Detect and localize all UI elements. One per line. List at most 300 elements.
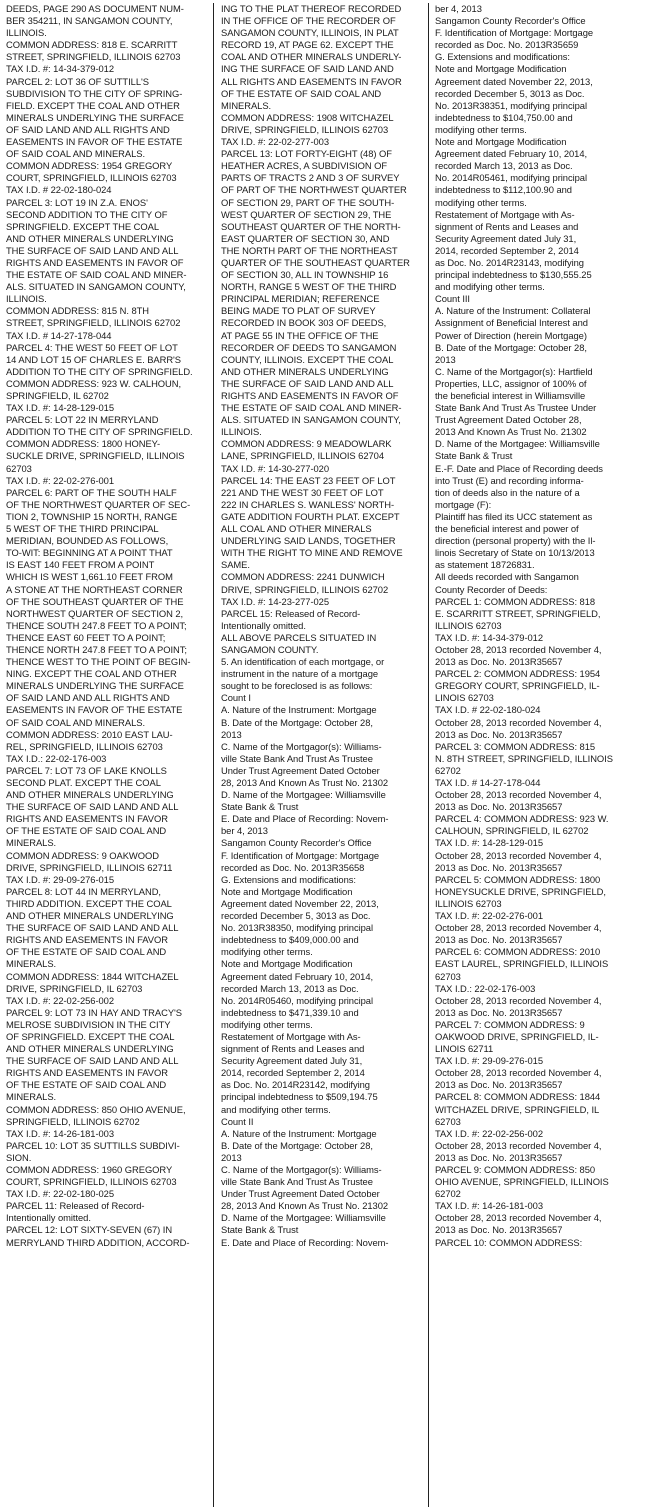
text-line: DRIVE, SPRINGFIELD, ILLINOIS 62703 xyxy=(221,123,389,135)
text-line: PARCEL 1: COMMON ADDRESS: 818 xyxy=(435,595,596,607)
text-line: NORTH, RANGE 5 WEST OF THE THIRD xyxy=(221,281,397,293)
text-line: 2013 xyxy=(435,353,456,365)
text-line: RECORD 19, AT PAGE 62. EXCEPT THE xyxy=(221,39,394,51)
text-line: A. Nature of the Instrument: Mortgage xyxy=(221,1127,377,1139)
text-line: HEATHER ACRES, A SUBDIVISION OF xyxy=(221,160,388,172)
text-column-1 xyxy=(0,3,213,1507)
text-line: instrument in the nature of a mortgage xyxy=(221,668,379,680)
text-line: RIGHTS AND EASEMENTS IN FAVOR xyxy=(6,813,168,825)
text-line: THENCE NORTH 247.8 FEET TO A POINT; xyxy=(6,643,187,655)
text-line: C. Name of the Mortgagor(s): Hartfield xyxy=(435,365,593,377)
text-line: Power of Direction (herein Mortgage) xyxy=(435,329,587,341)
text-line: LANE, SPRINGFIELD, ILLINOIS 62704 xyxy=(221,450,385,462)
text-line: ADDITION TO THE CITY OF SPRINGFIELD. xyxy=(6,426,193,438)
text-line: COUNTY, ILLINOIS. EXCEPT THE COAL xyxy=(221,353,394,365)
text-line: OF SAID LAND AND ALL RIGHTS AND xyxy=(6,123,170,135)
text-line: ILLINOIS 62703 xyxy=(435,619,502,631)
text-line: OF SECTION 30, ALL IN TOWNSHIP 16 xyxy=(221,269,389,281)
text-line: COMMON ADDRESS: 1960 GREGORY xyxy=(6,1164,173,1175)
text-line: DEEDS, PAGE 290 AS DOCUMENT NUM- xyxy=(6,3,184,14)
text-line: SUBDIVISION TO THE CITY OF SPRING- xyxy=(6,87,183,99)
text-line: OF SAID LAND AND ALL RIGHTS AND xyxy=(6,692,170,704)
text-line: THE ESTATE OF SAID COAL AND MINER- xyxy=(6,269,187,281)
text-line: TAX I.D. #: 14-28-129-015 xyxy=(6,402,115,414)
text-line: Agreement dated November 22, 2013, xyxy=(221,897,379,909)
text-line: ber 4, 2013 xyxy=(221,825,268,837)
text-line: QUARTER OF THE SOUTHEAST QUARTER xyxy=(221,256,410,268)
text-line: 62703 xyxy=(435,970,461,982)
text-line: GREGORY COURT, SPRINGFIELD, IL- xyxy=(435,680,600,692)
text-line: RIGHTS AND EASEMENTS IN FAVOR OF xyxy=(6,256,184,268)
text-line: E.-F. Date and Place of Recording deeds xyxy=(435,462,603,474)
text-line: State Bank & Trust xyxy=(221,801,299,813)
text-line: 2013 xyxy=(221,1151,242,1163)
text-line: TAX I.D. #: 14-26-181-003 xyxy=(6,1127,115,1139)
text-line: SUCKLE DRIVE, SPRINGFIELD, ILLINOIS xyxy=(6,450,185,462)
text-line: No. 2013R38351, modifying principal xyxy=(435,99,587,111)
text-line: ALL COAL AND OTHER MINERALS xyxy=(221,523,372,535)
text-line: AT PAGE 55 IN THE OFFICE OF THE xyxy=(221,329,379,341)
text-line: COMMON ADDRESS: 1844 WITCHAZEL xyxy=(6,970,179,982)
text-line: COMMON ADDRESS: 815 N. 8TH xyxy=(6,305,150,317)
text-line: COMMON ADDRESS: 923 W. CALHOUN, xyxy=(6,377,182,389)
text-line: 2013 as Doc. No. 2013R35657 xyxy=(435,656,563,668)
text-line: REL, SPRINGFIELD, ILLINOIS 62703 xyxy=(6,740,163,752)
text-line: TAX I.D. #: 22-02-276-001 xyxy=(6,474,115,486)
text-line: Intentionally omitted. xyxy=(221,619,306,631)
text-line: the beneficial interest in Williamsville xyxy=(435,390,586,401)
text-line: Agreement dated November 22, 2013, xyxy=(435,75,593,87)
text-line: BEING MADE TO PLAT OF SURVEY xyxy=(221,305,376,317)
text-line: E. Date and Place of Recording: Novem- xyxy=(221,1236,389,1248)
text-line: OF THE ESTATE OF SAID COAL AND xyxy=(6,825,167,837)
text-line: Note and Mortgage Modification xyxy=(221,958,353,970)
text-line: October 28, 2013 recorded November 4, xyxy=(435,643,602,655)
text-line: PARCEL 3: LOT 19 IN Z.A. ENOS' xyxy=(6,196,148,208)
text-line: LINOIS 62711 xyxy=(435,1043,494,1055)
text-line: PARCEL 9: LOT 73 IN HAY AND TRACY'S xyxy=(6,1006,182,1018)
text-line: C. Name of the Mortgagor(s): Williams- xyxy=(221,740,382,752)
text-line: MERIDIAN, BOUNDED AS FOLLOWS, xyxy=(6,535,169,547)
text-line: PARCEL 7: LOT 73 OF LAKE KNOLLS xyxy=(6,764,167,776)
text-line: RIGHTS AND EASEMENTS IN FAVOR xyxy=(6,1067,168,1079)
text-line: PARCEL 7: COMMON ADDRESS: 9 xyxy=(435,1018,585,1030)
text-line: indebtedness to $112,100.90 and xyxy=(435,184,572,196)
text-line: ALS. SITUATED IN SANGAMON COUNTY, xyxy=(221,414,401,426)
text-line: SECOND PLAT. EXCEPT THE COAL xyxy=(6,777,161,788)
text-line: 2013 xyxy=(221,728,242,740)
text-line: and modifying other terms. xyxy=(221,1103,331,1115)
text-line: 62703 xyxy=(435,1115,461,1127)
text-line: Count I xyxy=(221,692,251,704)
text-line: Sangamon County Recorder's Office xyxy=(221,837,372,849)
text-line: CALHOUN, SPRINGFIELD, IL 62702 xyxy=(435,825,589,837)
text-line: THE SURFACE OF SAID LAND AND ALL xyxy=(6,244,179,256)
text-line: linois Secretary of State on 10/13/2013 xyxy=(435,547,595,559)
text-line: Security Agreement dated July 31, xyxy=(435,232,577,244)
text-line: TAX I.D. #: 22-02-180-025 xyxy=(6,1188,115,1200)
text-line: B. Date of the Mortgage: October 28, xyxy=(435,341,587,353)
text-line: THE SURFACE OF SAID LAND AND ALL xyxy=(6,801,179,813)
text-line: GATE ADDITION FOURTH PLAT. EXCEPT xyxy=(221,510,400,522)
text-line: as Doc. No. 2014R23143, modifying xyxy=(435,256,584,268)
text-line: PARCEL 12: LOT SIXTY-SEVEN (67) IN xyxy=(6,1224,173,1236)
text-line: EASEMENTS IN FAVOR OF THE ESTATE xyxy=(6,704,183,716)
text-line: TION 2, TOWNSHIP 15 NORTH, RANGE xyxy=(6,510,178,522)
text-line: LINOIS 62703 xyxy=(435,692,494,704)
text-line: OF SAID COAL AND MINERALS. xyxy=(6,716,146,728)
text-line: PARCEL 4: THE WEST 50 FEET OF LOT xyxy=(6,341,178,353)
text-line: signment of Rents and Leases and xyxy=(435,220,579,232)
text-line: MINERALS. xyxy=(221,99,272,111)
text-line: recorded as Doc. No. 2013R35659 xyxy=(435,39,579,51)
text-line: SION. xyxy=(6,1151,32,1163)
text-line: sought to be foreclosed is as follows: xyxy=(221,680,373,692)
text-line: OF THE SOUTHEAST QUARTER OF THE xyxy=(6,595,184,607)
text-line: OF THE ESTATE OF SAID COAL AND xyxy=(221,87,382,99)
text-line: TAX I.D. #: 22-02-276-001 xyxy=(435,910,544,922)
text-line: PARCEL 11: Released of Record- xyxy=(6,1200,145,1212)
text-line: 2014, recorded September 2, 2014 xyxy=(221,1067,365,1079)
text-line: modifying other terms. xyxy=(435,196,527,208)
text-line: recorded December 5, 3013 as Doc. xyxy=(435,87,585,99)
text-line: 221 AND THE WEST 30 FEET OF LOT xyxy=(221,486,384,498)
text-line: TAX I.D. # 22-02-180-024 xyxy=(435,704,541,716)
text-line: THE SURFACE OF SAID LAND AND ALL xyxy=(221,377,394,389)
text-column-3 xyxy=(428,3,649,1507)
text-line: 2013 as Doc. No. 2013R35657 xyxy=(435,801,563,813)
text-line: MINERALS. xyxy=(6,837,57,849)
text-line: ILLINOIS. xyxy=(6,293,47,305)
text-line: MERRYLAND THIRD ADDITION, ACCORD- xyxy=(6,1236,190,1248)
text-line: WITCHAZEL DRIVE, SPRINGFIELD, IL xyxy=(435,1103,600,1115)
text-line: Restatement of Mortgage with As- xyxy=(435,208,575,220)
text-line: 5. An identification of each mortgage, or xyxy=(221,656,385,668)
text-line: as statement 18726831. xyxy=(435,559,535,571)
text-line: Restatement of Mortgage with As- xyxy=(221,1030,361,1042)
text-line: D. Name of the Mortgagee: Williamsville xyxy=(435,438,600,450)
text-line: COMMON ADDRESS: 9 MEADOWLARK xyxy=(221,438,392,450)
text-line: THENCE WEST TO THE POINT OF BEGIN- xyxy=(6,656,191,668)
text-line: RIGHTS AND EASEMENTS IN FAVOR xyxy=(6,934,168,946)
text-line: A. Nature of the Instrument: Mortgage xyxy=(221,704,377,716)
text-line: October 28, 2013 recorded November 4, xyxy=(435,1067,602,1079)
text-line: Sangamon County Recorder's Office xyxy=(435,15,586,27)
text-line: Agreement dated February 10, 2014, xyxy=(221,970,374,982)
text-line: THE NORTH PART OF THE NORTHEAST xyxy=(221,244,398,256)
text-line: Count II xyxy=(221,1115,254,1127)
text-line: 2013 as Doc. No. 2013R35657 xyxy=(435,934,563,946)
text-line: TAX I.D. #: 22-02-256-002 xyxy=(435,1127,544,1139)
text-line: October 28, 2013 recorded November 4, xyxy=(435,1212,602,1224)
text-line: DRIVE, SPRINGFIELD, IL 62703 xyxy=(6,982,143,994)
text-line: indebtedness to $471,339.10 and xyxy=(221,1006,359,1018)
text-line: OF SAID COAL AND MINERALS. xyxy=(6,148,146,160)
text-line: Under Trust Agreement Dated October xyxy=(221,1188,380,1200)
text-line: 2013 as Doc. No. 2013R35657 xyxy=(435,1079,563,1091)
text-line: F. Identification of Mortgage: Mortgage xyxy=(221,849,380,861)
text-line: AND OTHER MINERALS UNDERLYING xyxy=(221,365,389,377)
text-line: F. Identification of Mortgage: Mortgage xyxy=(435,27,594,39)
text-line: STREET, SPRINGFIELD, ILLINOIS 62702 xyxy=(6,317,181,329)
text-line: Under Trust Agreement Dated October xyxy=(221,764,380,776)
text-line: All deeds recorded with Sangamon xyxy=(435,571,579,583)
text-line: RECORDED IN BOOK 303 OF DEEDS, xyxy=(221,317,387,329)
text-line: signment of Rents and Leases and xyxy=(221,1043,365,1055)
text-line: TAX I.D. #: 14-26-181-003 xyxy=(435,1200,544,1212)
text-line: County Recorder of Deeds: xyxy=(435,583,548,595)
text-line: ING THE SURFACE OF SAID LAND AND xyxy=(221,63,394,75)
text-line: SAME. xyxy=(221,559,250,571)
text-line: 5 WEST OF THE THIRD PRINCIPAL xyxy=(6,523,159,535)
text-line: TAX I.D. #: 22-02-256-002 xyxy=(6,994,115,1006)
text-line: 2014, recorded September 2, 2014 xyxy=(435,244,579,256)
text-line: Agreement dated February 10, 2014, xyxy=(435,148,588,160)
text-line: PARTS OF TRACTS 2 AND 3 OF SURVEY xyxy=(221,172,400,184)
text-line: COMMON ADDRESS: 1954 GREGORY xyxy=(6,160,173,172)
text-line: 2013 as Doc. No. 2013R35657 xyxy=(435,1151,563,1163)
text-line: into Trust (E) and recording informa- xyxy=(435,474,584,486)
text-line: Count III xyxy=(435,293,470,305)
text-line: PARCEL 4: COMMON ADDRESS: 923 W. xyxy=(435,813,609,825)
text-line: MINERALS UNDERLYING THE SURFACE xyxy=(6,111,184,123)
text-line: TAX I.D.: 22-02-176-003 xyxy=(6,752,107,764)
text-line: COMMON ADDRESS: 2010 EAST LAU- xyxy=(6,728,173,740)
text-line: PARCEL 10: COMMON ADDRESS: xyxy=(435,1236,583,1248)
text-line: 2013 as Doc. No. 2013R35657 xyxy=(435,861,563,873)
text-line: THIRD ADDITION. EXCEPT THE COAL xyxy=(6,897,172,909)
text-line: DRIVE, SPRINGFIELD, ILLINOIS 62711 xyxy=(6,861,173,873)
text-line: OF THE ESTATE OF SAID COAL AND xyxy=(6,1079,167,1091)
text-line: AND OTHER MINERALS UNDERLYING xyxy=(6,910,174,922)
text-line: G. Extensions and modifications: xyxy=(435,51,570,63)
text-line: 14 AND LOT 15 OF CHARLES E. BARR'S xyxy=(6,353,181,365)
text-line: THE SURFACE OF SAID LAND AND ALL xyxy=(6,922,179,934)
text-line: Properties, LLC, assignor of 100% of xyxy=(435,377,587,389)
text-line: Note and Mortgage Modification xyxy=(221,885,353,897)
text-line: the beneficial interest and power of xyxy=(435,523,579,535)
text-line: BER 354211, IN SANGAMON COUNTY, xyxy=(6,15,173,27)
text-line: COURT, SPRINGFIELD, ILLINOIS 62703 xyxy=(6,172,177,184)
text-line: State Bank & Trust xyxy=(435,450,513,462)
text-line: THE ESTATE OF SAID COAL AND MINER- xyxy=(221,402,402,414)
text-line: ILLINOIS. xyxy=(221,426,262,438)
text-line: HONEYSUCKLE DRIVE, SPRINGFIELD, xyxy=(435,885,606,897)
text-line: PRINCIPAL MERIDIAN; REFERENCE xyxy=(221,293,380,305)
text-line: PARCEL 6: PART OF THE SOUTH HALF xyxy=(6,486,177,498)
text-line: Trust Agreement Dated October 28, xyxy=(435,414,582,426)
text-line: 62702 xyxy=(435,764,461,776)
text-line: PARCEL 2: LOT 36 OF SUTTILL'S xyxy=(6,75,149,87)
text-line: as Doc. No. 2014R23142, modifying xyxy=(221,1079,370,1091)
text-line: ALL RIGHTS AND EASEMENTS IN FAVOR xyxy=(221,75,402,87)
text-line: ber 4, 2013 xyxy=(435,3,482,14)
text-line: October 28, 2013 recorded November 4, xyxy=(435,1139,602,1151)
text-line: PARCEL 2: COMMON ADDRESS: 1954 xyxy=(435,668,601,680)
text-line: Plaintiff has filed its UCC statement as xyxy=(435,510,593,522)
text-line: PARCEL 3: COMMON ADDRESS: 815 xyxy=(435,740,596,752)
text-line: G. Extensions and modifications: xyxy=(221,873,356,885)
text-line: No. 2013R38350, modifying principal xyxy=(221,922,373,934)
text-line: No. 2014R05461, modifying principal xyxy=(435,172,587,184)
text-line: STREET, SPRINGFIELD, ILLINOIS 62703 xyxy=(6,51,181,63)
text-line: DRIVE, SPRINGFIELD, ILLINOIS 62702 xyxy=(221,583,389,595)
text-line: E. SCARRITT STREET, SPRINGFIELD, xyxy=(435,607,601,619)
text-line: modifying other terms. xyxy=(435,123,527,135)
text-line: TAX I.D. #: 14-34-379-012 xyxy=(435,631,544,643)
text-line: COURT, SPRINGFIELD, ILLINOIS 62703 xyxy=(6,1176,177,1188)
text-line: ville State Bank And Trust As Trustee xyxy=(221,1176,373,1188)
text-line: 28, 2013 And Known As Trust No. 21302 xyxy=(221,1200,389,1212)
text-line: ADDITION TO THE CITY OF SPRINGFIELD. xyxy=(6,365,193,377)
text-line: PARCEL 9: COMMON ADDRESS: 850 xyxy=(435,1164,596,1175)
text-line: TAX I.D. # 14-27-178-044 xyxy=(435,777,541,788)
text-line: PARCEL 8: COMMON ADDRESS: 1844 xyxy=(435,1091,601,1103)
text-line: Intentionally omitted. xyxy=(6,1212,91,1224)
text-line: SPRINGFIELD. EXCEPT THE COAL xyxy=(6,220,159,232)
text-line: SANGAMON COUNTY. xyxy=(221,643,319,655)
text-line: NING. EXCEPT THE COAL AND OTHER xyxy=(6,668,177,680)
text-line: E. Date and Place of Recording: Novem- xyxy=(221,813,389,825)
text-line: SPRINGFIELD, ILLINOIS 62702 xyxy=(6,1115,140,1127)
text-line: ALS. SITUATED IN SANGAMON COUNTY, xyxy=(6,281,186,293)
text-line: 28, 2013 And Known As Trust No. 21302 xyxy=(221,777,389,788)
text-line: recorded December 5, 3013 as Doc. xyxy=(221,910,371,922)
text-line: modifying other terms. xyxy=(221,946,313,958)
text-line: TAX I.D. # 22-02-180-024 xyxy=(6,184,112,196)
text-line: 2013 as Doc. No. 2013R35657 xyxy=(435,1224,563,1236)
text-line: MELROSE SUBDIVISION IN THE CITY xyxy=(6,1018,171,1030)
text-line: PARCEL 10: LOT 35 SUTTILLS SUBDIVI- xyxy=(6,1139,180,1151)
text-line: indebtedness to $104,750.00 and xyxy=(435,111,573,123)
text-line: TAX I.D. #: 14-34-379-012 xyxy=(6,63,115,75)
text-line: recorded as Doc. No. 2013R35658 xyxy=(221,861,365,873)
text-line: October 28, 2013 recorded November 4, xyxy=(435,994,602,1006)
text-line: SPRINGFIELD, IL 62702 xyxy=(6,390,109,401)
text-line: COMMON ADDRESS: 2241 DUNWICH xyxy=(221,571,385,583)
text-line: SANGAMON COUNTY, ILLINOIS, IN PLAT xyxy=(221,27,399,39)
text-line: OF THE NORTHWEST QUARTER OF SEC- xyxy=(6,498,191,510)
text-line: OF SPRINGFIELD. EXCEPT THE COAL xyxy=(6,1030,175,1042)
text-line: B. Date of the Mortgage: October 28, xyxy=(221,716,373,728)
text-line: October 28, 2013 recorded November 4, xyxy=(435,789,602,801)
text-line: EASEMENTS IN FAVOR OF THE ESTATE xyxy=(6,136,183,148)
text-line: October 28, 2013 recorded November 4, xyxy=(435,922,602,934)
text-line: A STONE AT THE NORTHEAST CORNER xyxy=(6,583,183,595)
text-line: C. Name of the Mortgagor(s): Williams- xyxy=(221,1164,382,1175)
text-line: PARCEL 13: LOT FORTY-EIGHT (48) OF xyxy=(221,148,392,160)
text-line: D. Name of the Mortgagee: Williamsville xyxy=(221,1212,386,1224)
text-line: ALL ABOVE PARCELS SITUATED IN xyxy=(221,631,377,643)
text-line: TO-WIT: BEGINNING AT A POINT THAT xyxy=(6,547,173,559)
text-line: OF SECTION 29, PART OF THE SOUTH- xyxy=(221,196,395,208)
text-line: MINERALS UNDERLYING THE SURFACE xyxy=(6,680,184,692)
text-line: Note and Mortgage Modification xyxy=(435,63,567,75)
text-line: recorded March 13, 2013 as Doc. xyxy=(435,160,573,172)
text-line: OAKWOOD DRIVE, SPRINGFIELD, IL- xyxy=(435,1030,599,1042)
text-line: SECOND ADDITION TO THE CITY OF xyxy=(6,208,168,220)
text-line: ville State Bank And Trust As Trustee xyxy=(221,752,373,764)
text-line: TAX I.D. # 14-27-178-044 xyxy=(6,329,112,341)
text-line: State Bank & Trust xyxy=(221,1224,299,1236)
text-line: TAX I.D. #: 29-09-276-015 xyxy=(6,873,115,885)
text-line: IS EAST 140 FEET FROM A POINT xyxy=(6,559,155,571)
text-line: TAX I.D. #: 14-28-129-015 xyxy=(435,837,544,849)
text-line: PARCEL 8: LOT 44 IN MERRYLAND, xyxy=(6,885,161,897)
text-line: 62703 xyxy=(6,462,32,474)
text-line: COMMON ADDRESS: 850 OHIO AVENUE, xyxy=(6,1103,186,1115)
text-line: TAX I.D.: 22-02-176-003 xyxy=(435,982,536,994)
text-line: Security Agreement dated July 31, xyxy=(221,1055,363,1067)
text-line: principal indebtedness to $130,555.25 xyxy=(435,269,592,281)
text-line: ILLINOIS. xyxy=(6,27,47,39)
text-line: 62702 xyxy=(435,1188,461,1200)
text-line: ING TO THE PLAT THEREOF RECORDED xyxy=(221,3,402,14)
text-line: PARCEL 5: LOT 22 IN MERRYLAND xyxy=(6,414,159,426)
text-line: PARCEL 14: THE EAST 23 FEET OF LOT xyxy=(221,474,396,486)
text-line: IN THE OFFICE OF THE RECORDER OF xyxy=(221,15,396,27)
text-line: mortgage (F): xyxy=(435,498,492,510)
text-line: PARCEL 15: Released of Record- xyxy=(221,607,361,619)
text-line: COMMON ADDRESS: 1908 WITCHAZEL xyxy=(221,111,394,123)
text-line: SOUTHEAST QUARTER OF THE NORTH- xyxy=(221,220,401,232)
text-line: RECORDER OF DEEDS TO SANGAMON xyxy=(221,341,397,353)
text-line: PARCEL 6: COMMON ADDRESS: 2010 xyxy=(435,946,601,958)
text-line: UNDERLYING SAID LANDS, TOGETHER xyxy=(221,535,396,547)
text-line: 2013 as Doc. No. 2013R35657 xyxy=(435,1006,563,1018)
text-line: EAST LAUREL, SPRINGFIELD, ILLINOIS xyxy=(435,958,609,970)
text-line: N. 8TH STREET, SPRINGFIELD, ILLINOIS xyxy=(435,752,613,764)
text-line: COAL AND OTHER MINERALS UNDERLY- xyxy=(221,51,402,63)
text-line: COMMON ADDRESS: 1800 HONEY- xyxy=(6,438,161,450)
text-line: tion of deeds also in the nature of a xyxy=(435,486,580,498)
text-column-2 xyxy=(213,3,428,1507)
text-line: OF PART OF THE NORTHWEST QUARTER xyxy=(221,184,407,196)
text-line: B. Date of the Mortgage: October 28, xyxy=(221,1139,373,1151)
text-line: COMMON ADDRESS: 9 OAKWOOD xyxy=(6,849,159,861)
text-line: indebtedness to $409,000.00 and xyxy=(221,934,359,946)
text-line: THENCE SOUTH 247.8 FEET TO A POINT; xyxy=(6,619,187,631)
text-line: A. Nature of the Instrument: Collateral xyxy=(435,305,591,317)
text-line: RIGHTS AND EASEMENTS IN FAVOR OF xyxy=(221,390,399,401)
text-line: ILLINOIS 62703 xyxy=(435,897,502,909)
text-line: Note and Mortgage Modification xyxy=(435,136,567,148)
text-line: State Bank And Trust As Trustee Under xyxy=(435,402,597,414)
text-line: 222 IN CHARLES S. WANLESS' NORTH- xyxy=(221,498,395,510)
text-line: OF THE ESTATE OF SAID COAL AND xyxy=(6,946,167,958)
text-line: 2013 And Known As Trust No. 21302 xyxy=(435,426,587,438)
text-line: WHICH IS WEST 1,661.10 FEET FROM xyxy=(6,571,173,583)
text-line: 2013 as Doc. No. 2013R35657 xyxy=(435,728,563,740)
text-line: THE SURFACE OF SAID LAND AND ALL xyxy=(6,1055,179,1067)
text-line: WEST QUARTER OF SECTION 29, THE xyxy=(221,208,392,220)
text-line: October 28, 2013 recorded November 4, xyxy=(435,849,602,861)
text-line: NORTHWEST QUARTER OF SECTION 2, xyxy=(6,607,184,619)
text-line: PARCEL 5: COMMON ADDRESS: 1800 xyxy=(435,873,601,885)
text-line: TAX I.D. #: 14-23-277-025 xyxy=(221,595,330,607)
text-line: TAX I.D. #: 14-30-277-020 xyxy=(221,462,330,474)
text-line: COMMON ADDRESS: 818 E. SCARRITT xyxy=(6,39,178,51)
text-line: recorded March 13, 2013 as Doc. xyxy=(221,982,359,994)
text-line: TAX I.D. #: 29-09-276-015 xyxy=(435,1055,544,1067)
text-line: WITH THE RIGHT TO MINE AND REMOVE xyxy=(221,547,403,559)
text-line: AND OTHER MINERALS UNDERLYING xyxy=(6,232,174,244)
text-line: D. Name of the Mortgagee: Williamsville xyxy=(221,789,386,801)
text-line: FIELD. EXCEPT THE COAL AND OTHER xyxy=(6,99,180,111)
text-line: No. 2014R05460, modifying principal xyxy=(221,994,373,1006)
text-line: TAX I.D. #: 22-02-277-003 xyxy=(221,136,330,148)
text-line: EAST QUARTER OF SECTION 30, AND xyxy=(221,232,390,244)
